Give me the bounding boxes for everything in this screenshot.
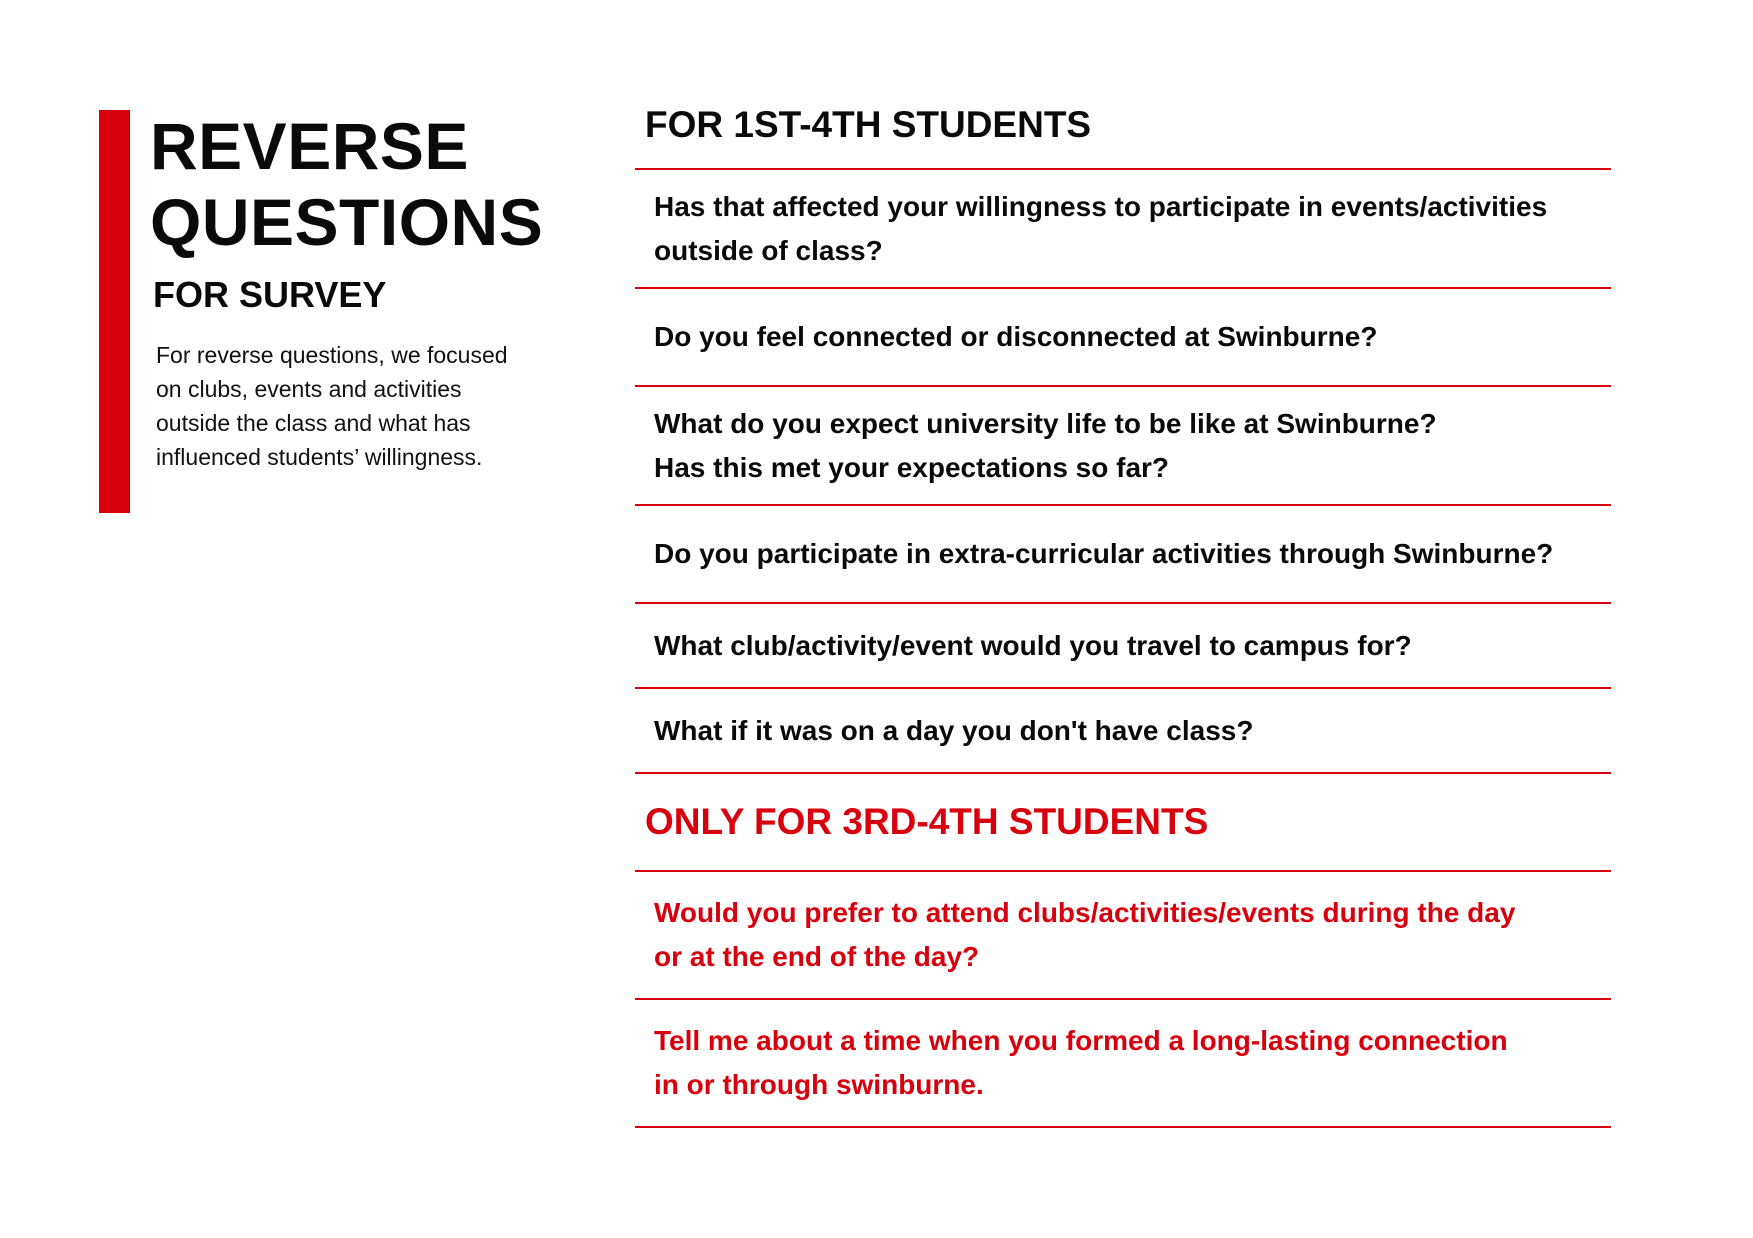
page-title [150, 108, 590, 260]
question-text: Would you prefer to attend clubs/activities/events during the day or at the end of the day? [654, 897, 1516, 972]
question-list-all-students [635, 168, 1611, 774]
question-list-senior-students [635, 870, 1611, 1128]
title-panel [150, 108, 590, 474]
accent-bar [99, 110, 130, 513]
question-text: What club/activity/event would you travel to campus for? [654, 629, 1412, 661]
question-item [635, 387, 1611, 506]
title-line-2: QUESTIONS [150, 185, 544, 259]
question-text: Do you feel connected or disconnected at Swinburne? [654, 321, 1378, 352]
intro-text: For reverse questions, we focused on clubs, events and activities outside the class and what has influenced students’ willingness. [156, 342, 508, 470]
title-line-1: REVERSE [150, 109, 469, 183]
question-item [635, 506, 1611, 604]
question-item [635, 689, 1611, 774]
section-heading-all-students: FOR 1ST-4TH STUDENTS [645, 104, 1092, 145]
question-text: What do you expect university life to be like at Swinburne? Has this met your expectations so far? [654, 407, 1437, 483]
question-text: Has that affected your willingness to participate in events/activities outside of class? [654, 190, 1548, 266]
page-subtitle: FOR SURVEY [153, 274, 387, 315]
question-text: Do you participate in extra-curricular activities through Swinburne? [654, 538, 1554, 569]
question-item [635, 604, 1611, 689]
question-item [635, 872, 1611, 1000]
question-item [635, 170, 1611, 289]
question-text: Tell me about a time when you formed a long-lasting connection in or through swinburne. [654, 1025, 1508, 1100]
question-item [635, 1000, 1611, 1128]
question-item [635, 289, 1611, 387]
question-text: What if it was on a day you don't have class? [654, 714, 1254, 746]
questions-panel [635, 98, 1611, 1128]
section-heading-senior-students: ONLY FOR 3RD-4TH STUDENTS [645, 801, 1209, 842]
